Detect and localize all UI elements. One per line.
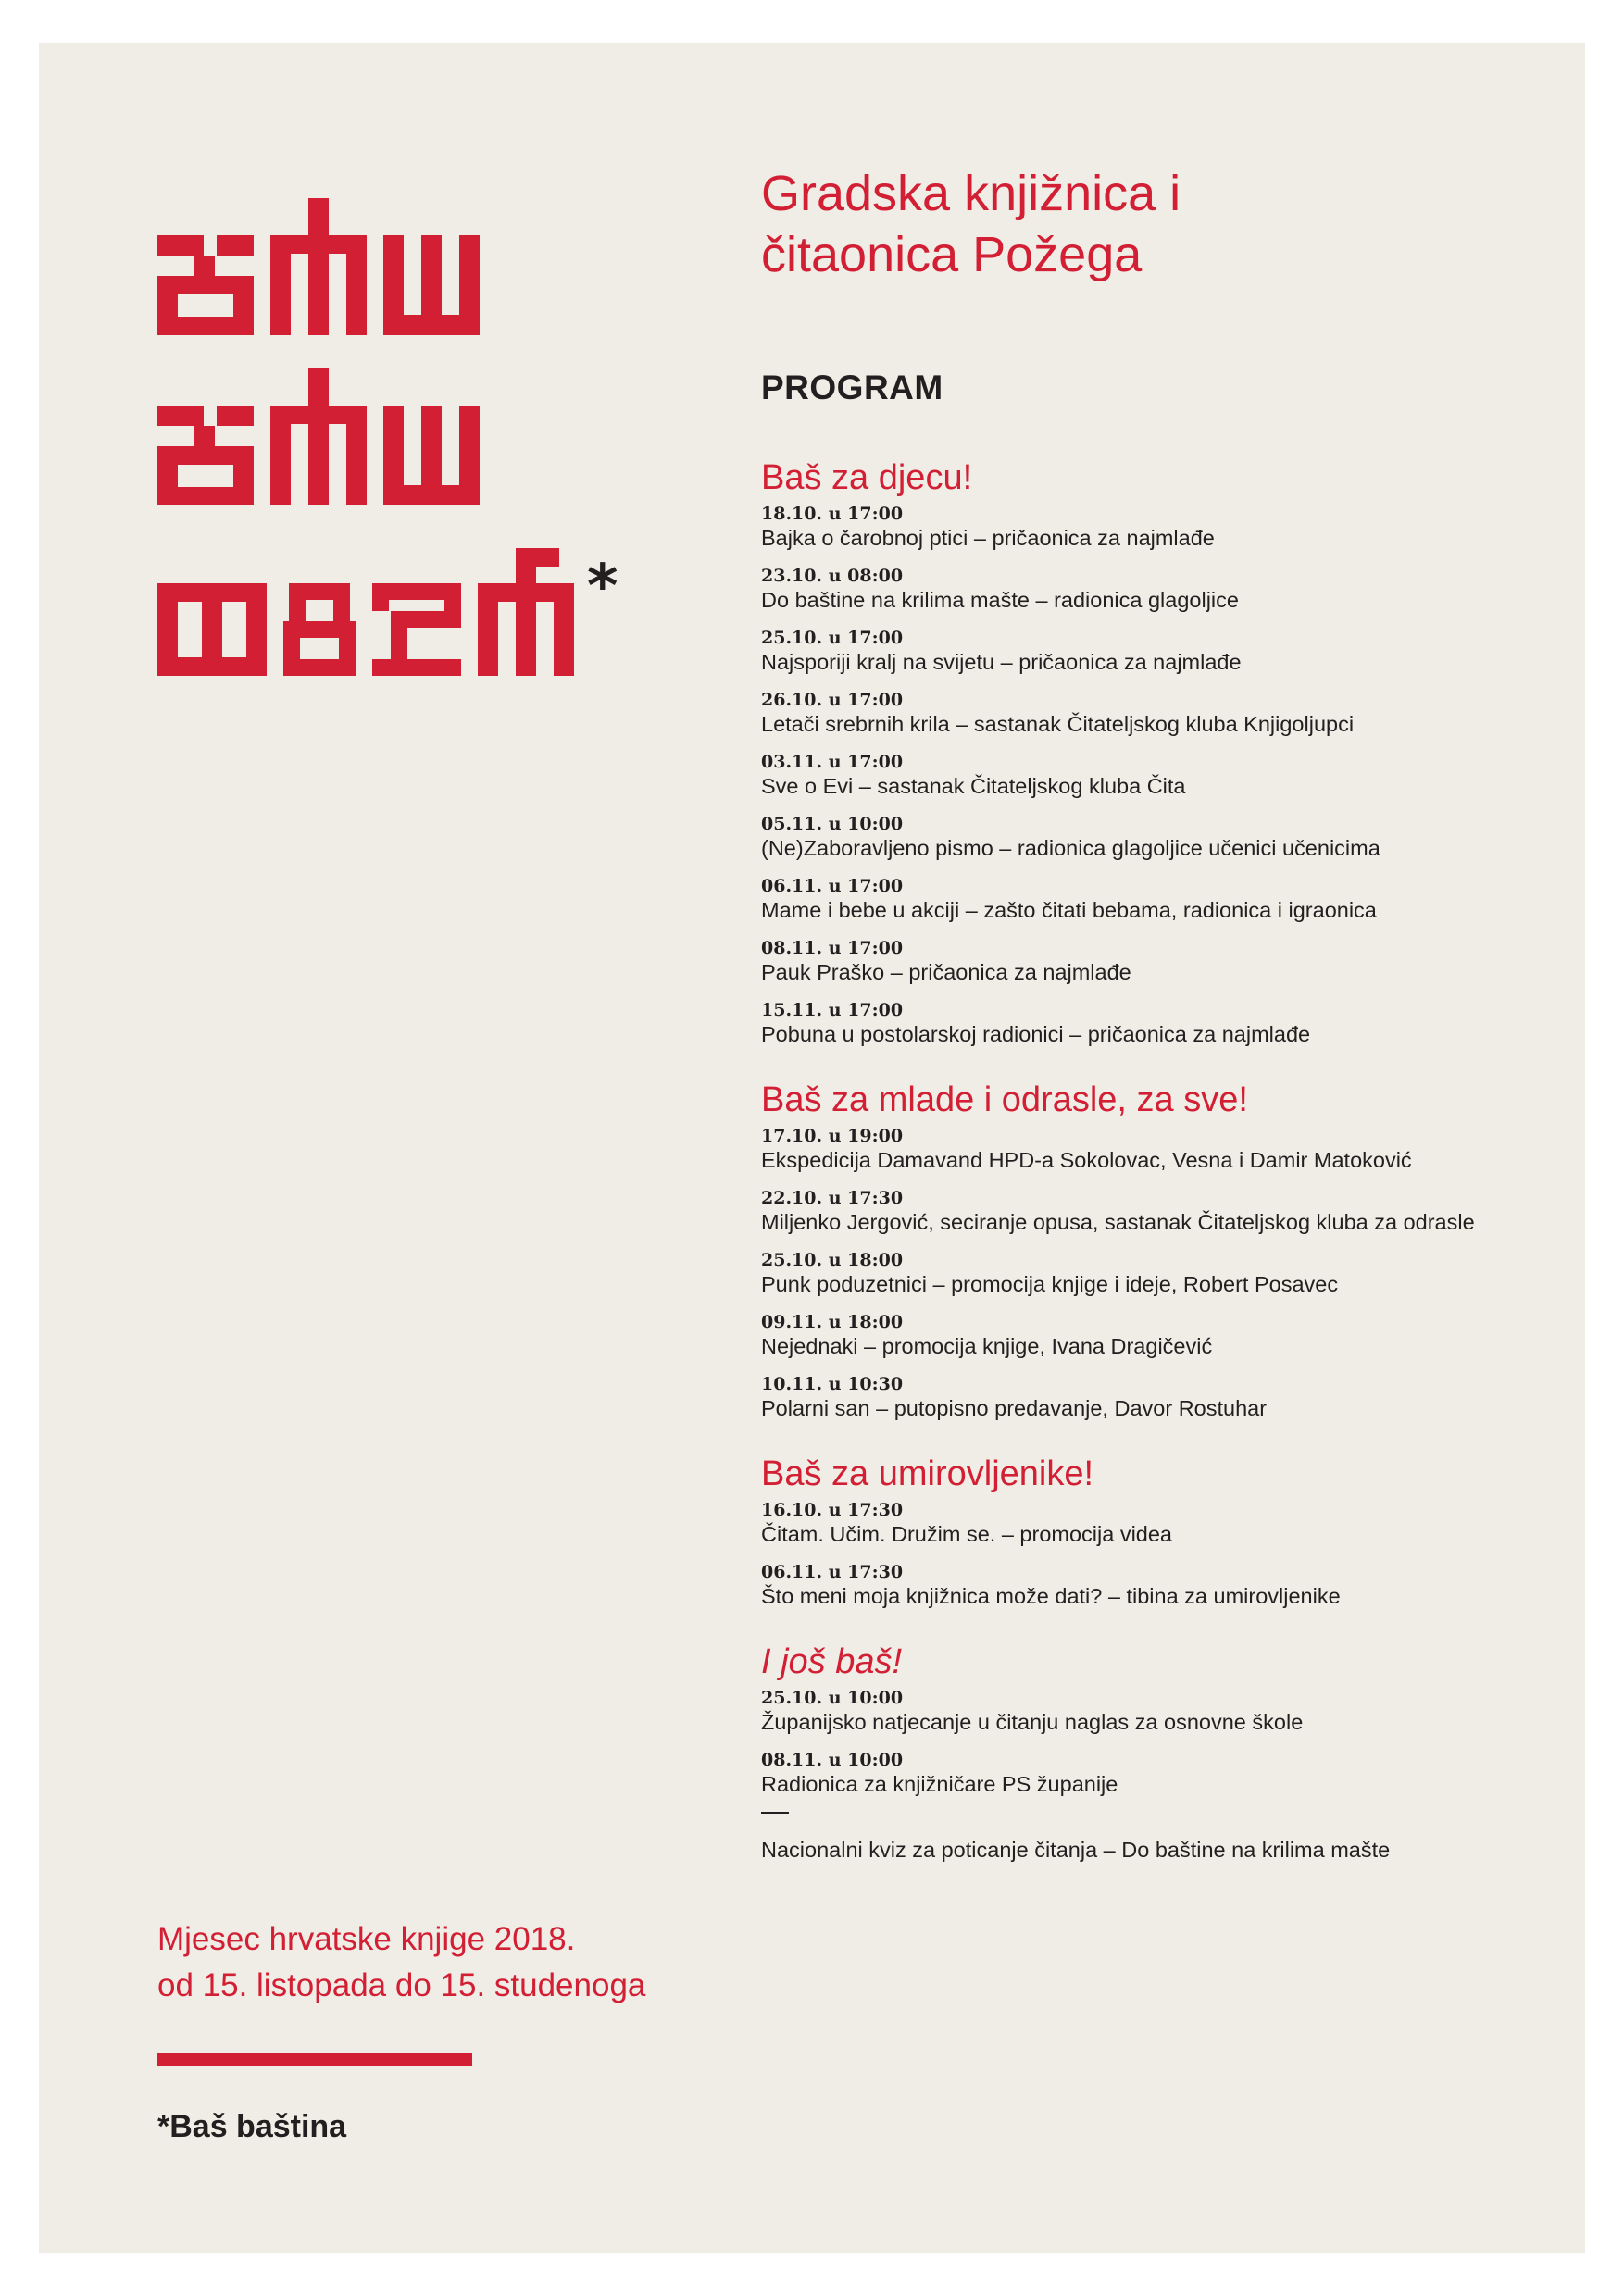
event-title: Miljenko Jergović, seciranje opusa, sastanak Čitateljskog kluba za odrasle [761,1210,1475,1234]
section-title: Baš za mlade i odrasle, za sve! [761,1080,1248,1119]
glagolitic-a-small-icon [283,583,356,676]
event-item [761,876,1557,924]
library-title-line-1: Gradska knjižnica i [761,166,1181,221]
event-date: 15.11. u 17:00 [761,1000,904,1020]
glagolitic-sh2-icon [372,583,461,676]
event-item [761,1250,1557,1298]
library-title-line-2: čitaonica Požega [761,227,1143,282]
poster [39,43,1585,2253]
dash-divider [761,1812,789,1814]
section-adults [761,1079,1557,1422]
section-title: Baš za djecu! [761,458,973,497]
event-date: 25.10. u 18:00 [761,1250,904,1270]
month-dates: od 15. listopada do 15. studenoga [157,1967,646,2003]
event-title: Županijsko natjecanje u čitanju naglas za osnovne škole [761,1710,1304,1734]
event-title: Čitam. Učim. Družim se. – promocija videa [761,1522,1172,1546]
event-item [761,814,1557,862]
event-title: Pobuna u postolarskoj radionici – pričaonica za najmlađe [761,1022,1311,1046]
section-kids [761,457,1557,1048]
logo-row-2 [157,368,618,505]
event-title: Najsporiji kralj na svijetu – pričaonica za najmlađe [761,650,1242,674]
glagolitic-a-icon [270,198,367,335]
event-date: 22.10. u 17:30 [761,1188,904,1208]
red-divider [157,2053,472,2066]
logo-asterisk: * [587,553,618,621]
event-date: 25.10. u 17:00 [761,628,904,648]
library-title [761,163,1557,285]
event-item [761,1312,1557,1360]
event-item [761,504,1557,552]
event-date: 08.11. u 10:00 [761,1750,904,1770]
glagolitic-a-icon [270,368,367,505]
event-date: 05.11. u 10:00 [761,814,904,834]
glagolitic-logo [157,198,618,709]
event-date: 25.10. u 10:00 [761,1688,904,1708]
glagolitic-t-icon [478,548,574,676]
event-item [761,1688,1557,1736]
event-item [761,690,1557,738]
event-date: 17.10. u 19:00 [761,1126,904,1146]
program-heading: PROGRAM [761,368,943,406]
event-title: Bajka o čarobnoj ptici – pričaonica za najmlađe [761,526,1215,550]
section-title: Baš za umirovljenike! [761,1454,1094,1493]
event-date: 10.11. u 10:30 [761,1374,904,1394]
event-title: Što meni moja knjižnica može dati? – tibina za umirovljenike [761,1584,1341,1608]
event-item [761,566,1557,614]
event-item [761,752,1557,800]
event-date: 18.10. u 17:00 [761,504,904,524]
event-date: 06.11. u 17:00 [761,876,904,896]
event-title: Letači srebrnih krila – sastanak Čitateljskog kluba Knjigoljupci [761,712,1355,736]
event-item [761,1188,1557,1236]
event-title: Punk poduzetnici – promocija knjige i ideje, Robert Posavec [761,1272,1339,1296]
event-title: Do baštine na krilima mašte – radionica glagoljice [761,588,1239,612]
logo-row-1 [157,198,618,335]
glagolitic-sh-icon [383,235,480,335]
section-retirees [761,1454,1557,1610]
event-item [761,1126,1557,1174]
event-title: Radionica za knjižničare PS županije [761,1772,1118,1796]
event-date: 09.11. u 18:00 [761,1312,904,1332]
event-date: 16.10. u 17:30 [761,1500,904,1520]
event-title: (Ne)Zaboravljeno pismo – radionica glagoljice učenici učenicima [761,836,1380,860]
event-item [761,1750,1557,1798]
event-date: 23.10. u 08:00 [761,566,904,586]
program-sections [761,457,1557,1864]
month-title: Mjesec hrvatske knjige 2018. [157,1921,576,1957]
event-date: 26.10. u 17:00 [761,690,904,710]
section-title: I još baš! [761,1642,903,1681]
event-item [761,1000,1557,1048]
event-item [761,1562,1557,1610]
event-title: Pauk Praško – pričaonica za najmlađe [761,960,1131,984]
section-more [761,1641,1557,1864]
extra-event: Nacionalni kviz za poticanje čitanja – Do baštine na krilima mašte [761,1838,1391,1862]
event-date: 03.11. u 17:00 [761,752,904,772]
event-item [761,628,1557,676]
event-title: Sve o Evi – sastanak Čitateljskog kluba Čita [761,774,1186,798]
event-item [761,938,1557,986]
program-column [761,163,1557,1895]
glagolitic-m-icon [157,583,267,676]
event-title: Mame i bebe u akciji – zašto čitati bebama, radionica i igraonica [761,898,1377,922]
logo-row-3 [157,539,618,676]
event-title: Nejednaki – promocija knjige, Ivana Dragičević [761,1334,1213,1358]
glagolitic-sh-icon [383,406,480,505]
event-date: 06.11. u 17:30 [761,1562,904,1582]
glagolitic-b-icon [157,406,254,505]
month-info [157,1916,713,2145]
event-title: Ekspedicija Damavand HPD-a Sokolovac, Vesna i Damir Matoković [761,1148,1412,1172]
event-item [761,1374,1557,1422]
event-date: 08.11. u 17:00 [761,938,904,958]
footnote: *Baš baština [157,2109,347,2144]
event-item [761,1500,1557,1548]
event-title: Polarni san – putopisno predavanje, Davor Rostuhar [761,1396,1268,1420]
glagolitic-b-icon [157,235,254,335]
